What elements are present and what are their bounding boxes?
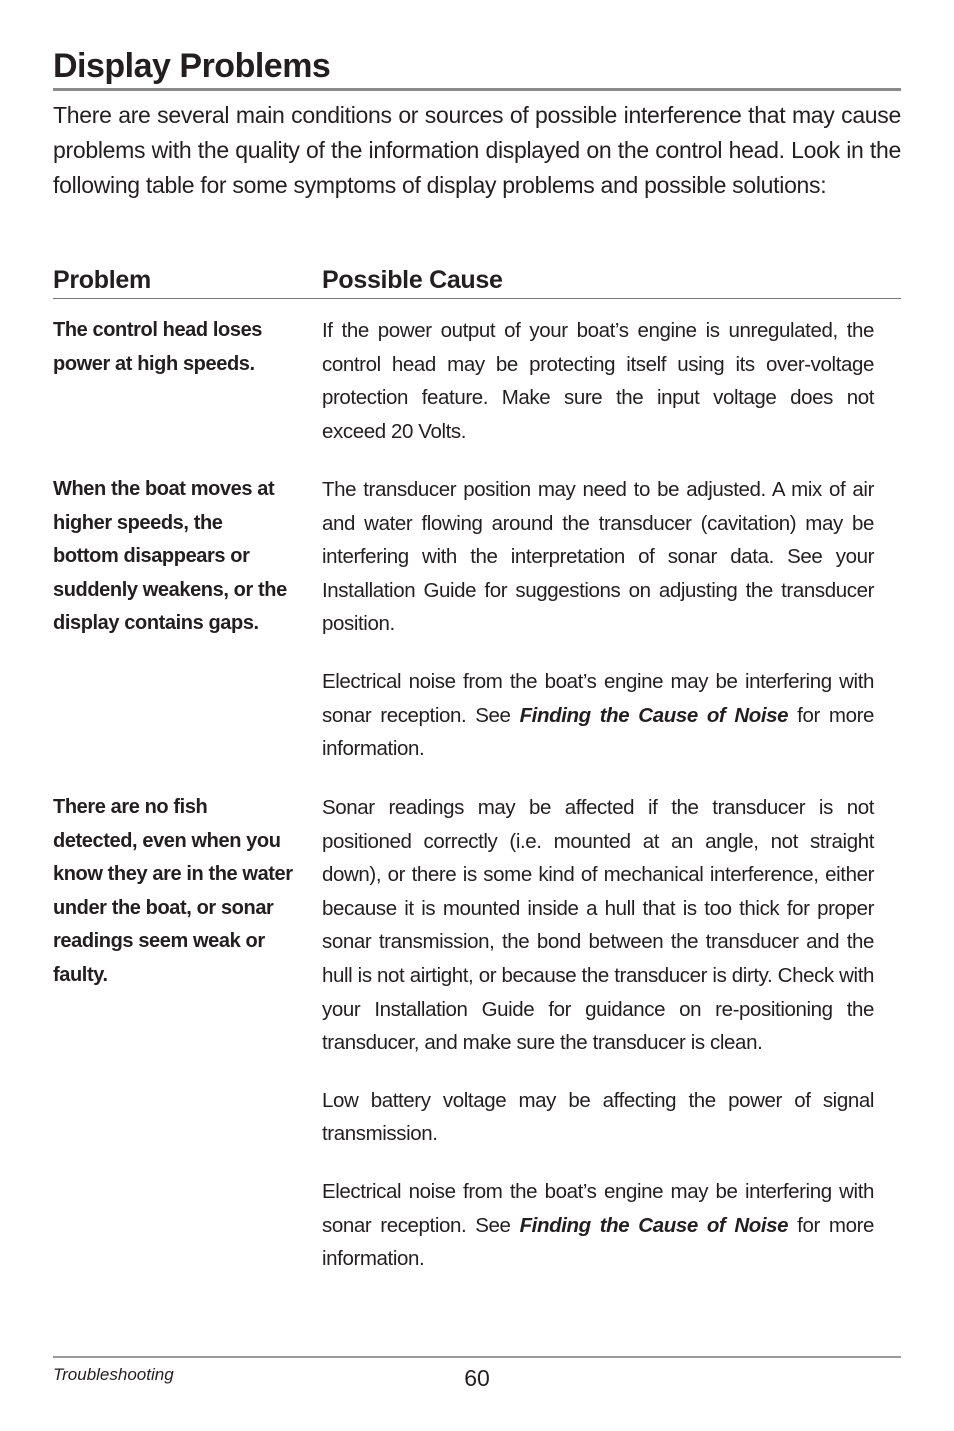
cause-text: for more information. — [322, 703, 874, 761]
cause-text: for more information. — [322, 1213, 874, 1271]
cause-cell — [322, 791, 874, 1300]
cause-paragraph: Sonar readings may be affected if the transducer is not positioned correctly (i.e. mounted at an angle, not straight down), or there is some kind of mechanical interference, either because it is mounted inside a hull that is too thick for proper sonar transmission, the bond between the transducer and the hull is not airtight, or because the transducer is dirty. Check with your Installation Guide for guidance on re-positioning the transducer, and make sure the transducer is clean. — [322, 796, 874, 1055]
intro-paragraph: There are several main conditions or sources of possible interference that may cause problems with the quality of the information displayed on the control head. Look in the following table for some symptoms of display problems and possible solutions: — [53, 102, 901, 198]
column-header-problem: Problem — [53, 266, 151, 294]
footer-section-name: Troubleshooting — [53, 1365, 174, 1384]
problem-cell: When the boat moves at higher speeds, the bottom disappears or suddenly weakens, or the display contains gaps. — [53, 478, 287, 635]
title-divider — [53, 88, 901, 91]
cross-reference: Finding the Cause of Noise — [519, 703, 789, 727]
column-header-possible-cause: Possible Cause — [322, 266, 503, 294]
page-number: 60 — [464, 1365, 490, 1391]
cause-paragraph: The transducer position may need to be adjusted. A mix of air and water flowing around the transducer (cavitation) may be interfering with the interpretation of sonar data. See your Installation Guide for suggestions on adjusting the transducer position. — [322, 478, 874, 636]
cause-paragraph — [322, 1175, 874, 1276]
cause-text: Electrical noise from the boat’s engine may be interfering with sonar reception. See — [322, 1179, 874, 1237]
cause-paragraph: If the power output of your boat’s engine is unregulated, the control head may be protecting itself using its over-voltage protection feature. Make sure the input voltage does not exceed 20 Volts. — [322, 319, 874, 443]
page-title: Display Problems — [53, 47, 331, 85]
cause-cell — [322, 314, 874, 472]
cause-paragraph — [322, 665, 874, 766]
problem-cell: There are no fish detected, even when you know they are in the water under the boat, or sonar readings seem weak or faulty. — [53, 796, 293, 986]
table-header-divider — [53, 298, 901, 299]
cause-paragraph: Low battery voltage may be affecting the power of signal transmission. — [322, 1088, 874, 1146]
cross-reference: Finding the Cause of Noise — [519, 1213, 789, 1237]
problem-cell: The control head loses power at high speeds. — [53, 319, 263, 375]
cause-text: Electrical noise from the boat’s engine may be interfering with sonar reception. See — [322, 669, 874, 727]
cause-cell — [322, 473, 874, 790]
footer-divider — [53, 1356, 901, 1358]
